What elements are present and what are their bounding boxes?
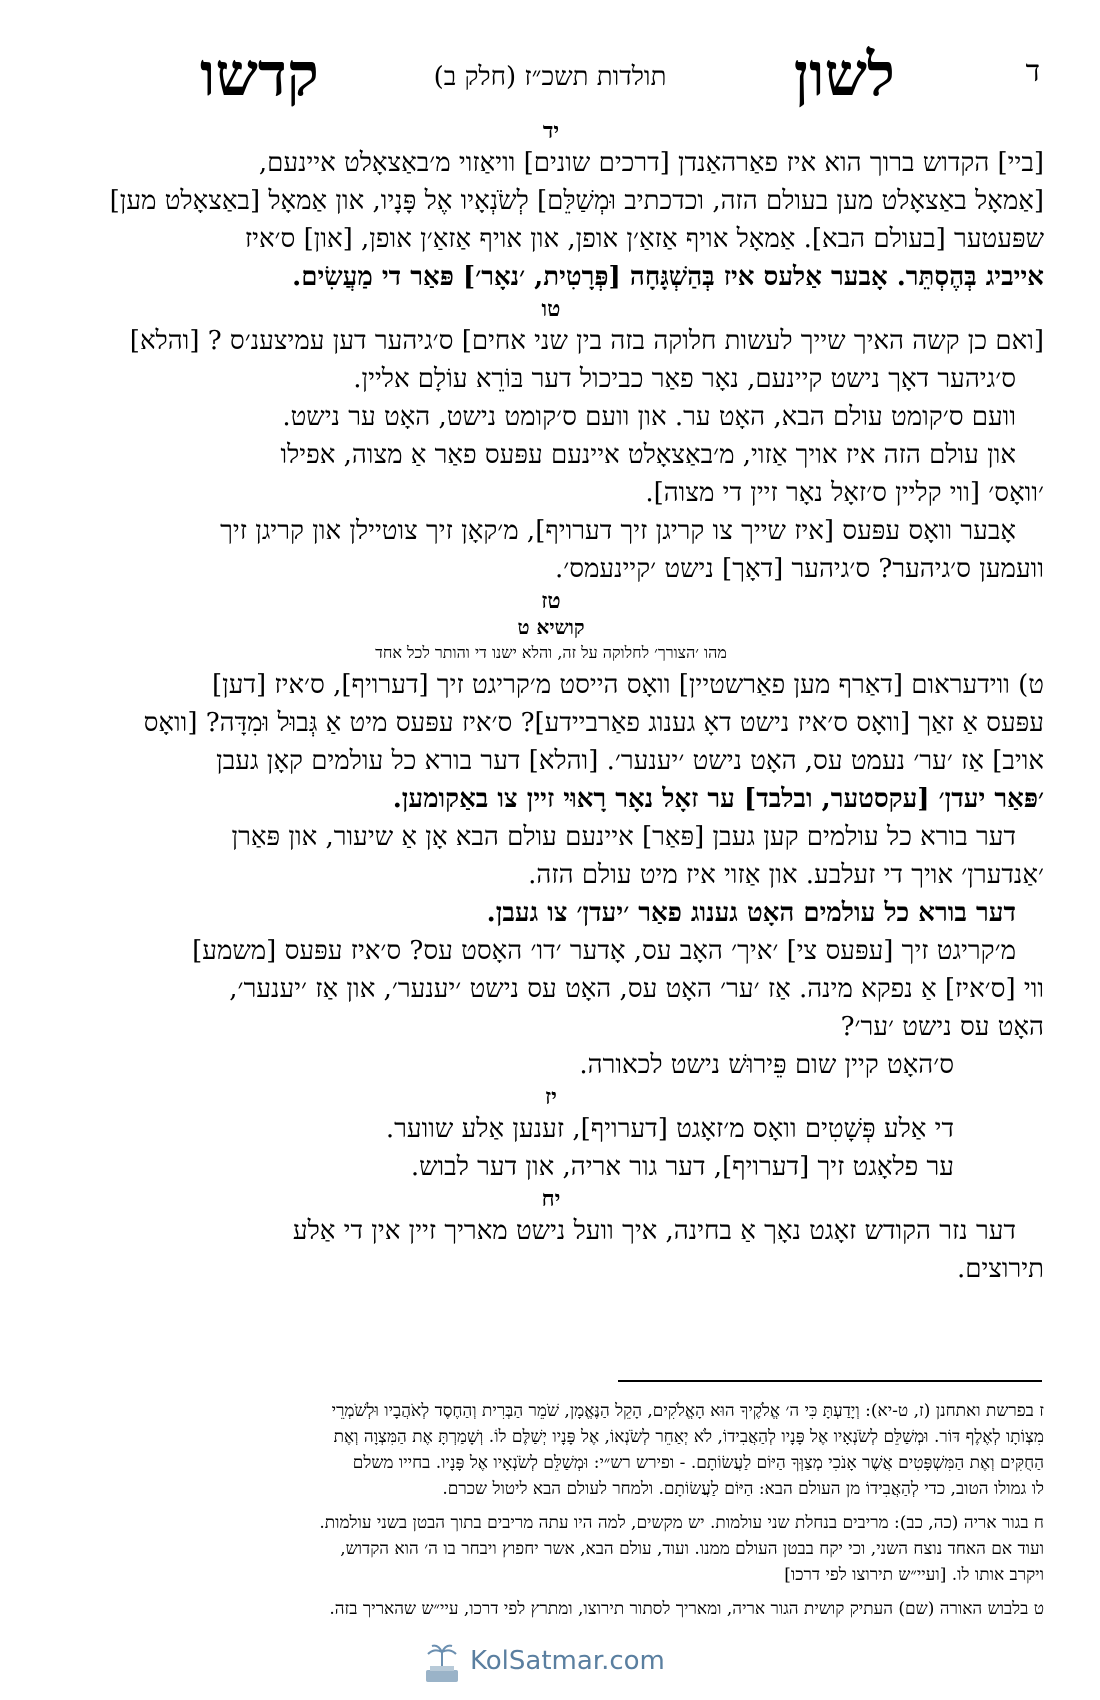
text-line: ׳אַנדערן׳ אויך די זעלבע. און אַזוי איז מיט עולם הזה.	[528, 860, 1044, 890]
text-line: האָט עס נישט ׳ער׳?	[840, 1012, 1044, 1042]
footnote-line: ט בלבוש האורה (שם) העתיק קושית הגור אריה, ומאריך לסתור תירוצו, ומתרץ לפי דרכו, עיי״ש שהאריך בזה.	[329, 1599, 1044, 1619]
page-header	[60, 40, 1040, 110]
text-line: אָבער וואָס עפּעס [איז שייך צו קריגן זיך דערויף], מ׳קאָן זיך צוטיילן און קריגן זיך	[220, 516, 1016, 546]
main-text	[58, 118, 1044, 1288]
text-line: ער פלאָגט זיך [דערויף], דער גור אריה, און דער לבוש.	[410, 1152, 954, 1182]
section-heading: טז	[541, 588, 561, 614]
footnote-line: ח בגור אריה (כה, כב): מריבים בנחלת שני עולמות. יש מקשים, למה היו עתה מריבים בתוך הבטן בשני עולמות.	[319, 1513, 1044, 1533]
text-line: וועמען ס׳גיהער? ס׳גיהער [דאָך] נישט ׳קיינעמס׳.	[554, 554, 1044, 584]
text-line: [אַמאָל באַצאָלט מען בעולם הזה, וכדכתיב וּמְשַׁלֵּם] לְשֹׂנְאָיו אֶל פָּנָיו, און אַמאָל [באַצאָלט מען]	[109, 186, 1044, 216]
kushya-title: קושיא ט	[517, 615, 585, 639]
text-line: שפּעטער [בעולם הבא]. אַמאָל אויף אַזאַ׳ן אופן, און אויף אַזאַ׳ן אופן, [און] ס׳איז	[244, 224, 1044, 254]
text-line: וועם ס׳קומט עולם הבא, האָט ער. און וועם ס׳קומט נישט, האָט ער נישט.	[282, 402, 1016, 432]
footnote-line: ועוד אם האחד נוצח השני, וכי יקח בבטן העולם ממנו. ועוד, עולם הבא, אשר יחפוץ ויבחר בו ה׳ הוא הקדוש,	[340, 1539, 1044, 1559]
text-line: ׳פּאַר יעדן׳ [עקסטער, ובלבד] ער זאָל נאָר רָאוּי זיין צו באַקומען.	[392, 784, 1044, 814]
title-left: קדשו	[200, 40, 319, 110]
section-heading: יד	[542, 118, 560, 144]
text-line: ס׳גיהער דאָך נישט קיינעם, נאָר פאַר כביכול דער בּוֹרֵא עוֹלָם אליין.	[353, 364, 1016, 394]
text-line: די אַלע פְּשָׁטִים וואָס מ׳זאָגט [דערויף], זענען אַלע שווער.	[385, 1114, 954, 1144]
text-line: [ואם כן קשה האיך שייך לעשות חלוקה בזה בין שני אחים] ס׳גיהער דען עמיצענ׳ס ? [והלא]	[129, 326, 1044, 356]
text-line: אויב] אַז ׳ער׳ נעמט עס, האָט נישט ׳יענער׳. [והלא] דער בורא כל עולמים קאָן געבן	[216, 746, 1044, 776]
text-line: ווי [ס׳איז] אַ נפקא מינה. אַז ׳ער׳ האָט עס, האָט עס נישט ׳יענער׳, און אַז ׳יענער׳,	[229, 974, 1044, 1004]
text-line: און עולם הזה איז אויך אַזוי, מ׳באַצאָלט איינעם עפּעס פאַר אַ מצוה, אפילו	[280, 440, 1016, 470]
text-line: מ׳קריגט זיך [עפּעס צי] ׳איך׳ האָב עס, אָדער ׳דו׳ האָסט עס? ס׳איז עפּעס [משמע]	[192, 936, 1016, 966]
section-heading: יח	[541, 1186, 561, 1212]
watermark-text: KolSatmar.com	[470, 1646, 665, 1676]
text-line: ס׳האָט קיין שום פֵּירוּשׁ נישט לכאורה.	[579, 1050, 954, 1080]
footnotes	[58, 1398, 1044, 1622]
footnote-line: לו גמולו הטוב, כדי לְהַאֲבִידוֹ מן העולם הבא: הַיּוֹם לַעֲשׂוֹתָם. ולמחר לעולם הבא ליטול שכרם.	[442, 1479, 1044, 1499]
text-line: [ביי] הקדוש ברוך הוא איז פאַרהאַנדן [דרכים שונים] וויאַזוי מ׳באַצאָלט איינעם,	[258, 148, 1044, 178]
kushya-subtitle: מהו ׳הצורך׳ לחלוקה על זה, והלא ישנו די והותר לכל אחד	[375, 643, 727, 662]
text-line: ט) ווידעראום [דאַרף מען פאַרשטיין] וואָס הייסט מ׳קריגט זיך [דערויף], ס׳איז [דען]	[211, 670, 1044, 700]
section-heading: טו	[541, 296, 561, 322]
palm-tree-books-icon	[420, 1642, 464, 1686]
watermark	[420, 1640, 680, 1690]
text-line: דער בורא כל עולמים קען געבן [פּאַר] איינעם עולם הבא אָן אַ שיעור, און פּאַרן	[231, 822, 1016, 852]
text-line: דער נזר הקודש זאָגט נאָך אַ בחינה, איך וועל נישט מאריך זיין אין די אַלע	[292, 1216, 1016, 1246]
text-line: ׳וואָס׳ [ווי קליין ס׳זאָל נאָר זיין די מצוה].	[645, 478, 1044, 508]
text-line: אייביג בְּהֶסְתֵּר. אָבער אַלעס איז בְּהַשְׁגָּחָה [פְּרָטִית, ׳נאָר׳] פּאַר די מַעֲשִׂים.	[292, 262, 1044, 292]
text-line: עפּעס אַ זאַך [וואָס ס׳איז נישט דאָ גענוג פאַרביידע]? ס׳איז עפּעס מיט אַ גְּבוּל וּמִדָּה? [וואָס	[143, 708, 1044, 738]
title-center: תולדות תשכ״ז (חלק ב)	[433, 62, 667, 92]
footnote-line: ויקרב אותו לו. [ועיי״ש תירוצו לפי דרכו]	[784, 1565, 1044, 1585]
footnote-line: הַחֻקִּים וְאֶת הַמִּשְׁפָּטִים אֲשֶׁר אָנֹכִי מְצַוְּךָ הַיּוֹם לַעֲשׂוֹתָם. - ופירש רש״י: וּמְשַׁלֵּם לְשֹׂנְאָיו אֶל פָּנָיו. בחייו משלם	[352, 1453, 1044, 1473]
text-line: תירוצים.	[956, 1254, 1044, 1284]
footnote-line: מִצְוֹתָו לְאֶלֶף דּוֹר. וּמְשַׁלֵּם לְשֹׂנְאָיו אֶל פָּנָיו לְהַאֲבִידוֹ, לֹא יְאַחֵר לְשֹׂנְאוֹ, אֶל פָּנָיו יְשַׁלֶּם לוֹ. וְשָׁמַרְתָּ אֶת הַמִּצְוָה וְאֶת	[333, 1427, 1044, 1447]
footnote-line: ז בפרשת ואתחנן (ז, ט-יא): וְיָדַעְתָּ כִּי ה׳ אֱלֹקֶיךָ הוּא הָאֱלֹקִים, הָקֵל הַנֶּאֱמָן, שֹׁמֵר הַבְּרִית וְהַחֶסֶד לְאֹהֲבָיו וּלְשֹׁמְרֵי	[331, 1401, 1044, 1421]
text-line: דער בורא כל עולמים האָט גענוג פאַר ׳יעדן׳ צו געבן.	[486, 898, 1016, 928]
page-letter: ד	[1025, 54, 1040, 89]
title-right: לשון	[793, 40, 895, 110]
footnote-divider	[618, 1380, 1042, 1382]
section-heading: יז	[545, 1084, 557, 1110]
